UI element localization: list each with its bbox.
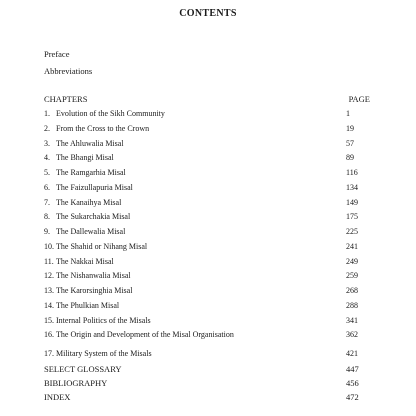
chapter-title: Internal Politics of the Misals	[56, 315, 151, 325]
chapter-item[interactable]	[44, 286, 370, 301]
chapter-title: From the Cross to the Crown	[56, 123, 150, 133]
chapter-title: The Ramgarhia Misal	[56, 168, 126, 177]
chapter-number: 9.	[44, 227, 50, 236]
chapter-number: 15.	[44, 315, 54, 325]
bibliography-entry[interactable]	[44, 378, 370, 392]
chapter-item[interactable]	[44, 153, 370, 168]
chapter-number: 3.	[44, 138, 50, 148]
chapter-number: 5.	[44, 168, 50, 177]
chapter-number: 7.	[44, 197, 50, 207]
chapter-title: The Bhangi Misal	[56, 153, 114, 163]
chapter-page: 341	[346, 315, 358, 325]
chapter-title: The Origin and Development of the Misal Organisation	[56, 330, 234, 340]
back-matter-page: 472	[346, 392, 359, 402]
chapter-number: 17.	[44, 349, 54, 358]
chapter-title: The Phulkian Misal	[56, 300, 120, 310]
chapter-page: 249	[346, 256, 358, 266]
chapter-number: 14.	[44, 300, 54, 310]
chapter-page: 175	[346, 212, 358, 222]
chapter-item[interactable]	[44, 316, 370, 331]
back-matter-label: SELECT GLOSSARY	[44, 364, 122, 374]
chapter-title: Military System of the Misals	[56, 349, 152, 358]
back-matter-label: INDEX	[44, 392, 71, 402]
chapter-title: The Dallewalia Misal	[56, 227, 126, 236]
chapter-item[interactable]	[44, 168, 370, 183]
chapter-page: 89	[346, 153, 354, 163]
glossary-entry[interactable]	[44, 364, 370, 378]
chapter-item[interactable]	[44, 198, 370, 213]
chapter-title: The Ahluwalia Misal	[56, 138, 124, 148]
chapter-number: 8.	[44, 212, 50, 222]
chapter-page: 268	[346, 286, 358, 295]
chapter-page: 57	[346, 138, 354, 148]
index-entry[interactable]	[44, 392, 370, 406]
chapter-number: 6.	[44, 182, 50, 192]
chapter-page: 116	[346, 168, 358, 177]
chapter-page: 225	[346, 227, 358, 236]
chapter-page: 259	[346, 271, 358, 281]
chapter-title: The Kanaihya Misal	[56, 197, 122, 207]
back-matter-page: 447	[346, 364, 359, 374]
chapter-item[interactable]	[44, 109, 370, 124]
chapter-title: The Sukarchakia Misal	[56, 212, 131, 222]
chapter-number: 16.	[44, 330, 54, 340]
chapter-title: The Nishanwalia Misal	[56, 271, 131, 281]
chapter-page: 134	[346, 182, 358, 192]
chapter-title: The Shahid or Nihang Misal	[56, 241, 148, 251]
page-title: CONTENTS	[179, 8, 237, 19]
chapter-item[interactable]	[44, 349, 370, 364]
chapter-number: 1.	[44, 109, 50, 118]
chapter-item[interactable]	[44, 227, 370, 242]
chapter-title: The Faizullapuria Misal	[56, 182, 133, 192]
back-matter-page: 456	[346, 378, 359, 388]
chapter-title: The Nakkai Misal	[56, 256, 114, 266]
chapter-item[interactable]	[44, 124, 370, 139]
chapter-page: 1	[346, 109, 350, 118]
chapter-item[interactable]	[44, 271, 370, 286]
chapter-item[interactable]	[44, 242, 370, 257]
chapter-number: 10.	[44, 241, 54, 251]
chapter-page: 362	[346, 330, 358, 340]
chapter-item[interactable]	[44, 212, 370, 227]
chapter-item[interactable]	[44, 257, 370, 272]
back-matter-label: BIBLIOGRAPHY	[44, 378, 108, 388]
chapter-number: 2.	[44, 123, 50, 133]
chapter-title: The Karorsinghia Misal	[56, 286, 133, 295]
chapter-item[interactable]	[44, 139, 370, 154]
chapter-title: Evolution of the Sikh Community	[56, 109, 165, 118]
chapter-number: 12.	[44, 271, 54, 281]
page-header: PAGE	[348, 94, 370, 104]
chapter-page: 19	[346, 123, 354, 133]
chapter-page: 149	[346, 197, 358, 207]
chapter-page: 241	[346, 241, 358, 251]
chapters-header: CHAPTERS	[44, 94, 88, 104]
chapter-number: 11.	[44, 256, 54, 266]
chapter-number: 4.	[44, 153, 50, 163]
chapter-list	[44, 109, 370, 364]
chapter-page: 288	[346, 300, 358, 310]
chapter-number: 13.	[44, 286, 54, 295]
back-matter-list	[44, 364, 370, 406]
chapter-item[interactable]	[44, 330, 370, 345]
preface-entry[interactable]: Preface	[44, 49, 70, 59]
chapter-item[interactable]	[44, 301, 370, 316]
chapter-item[interactable]	[44, 183, 370, 198]
chapter-page: 421	[346, 349, 358, 358]
abbreviations-entry[interactable]: Abbreviations	[44, 66, 93, 76]
